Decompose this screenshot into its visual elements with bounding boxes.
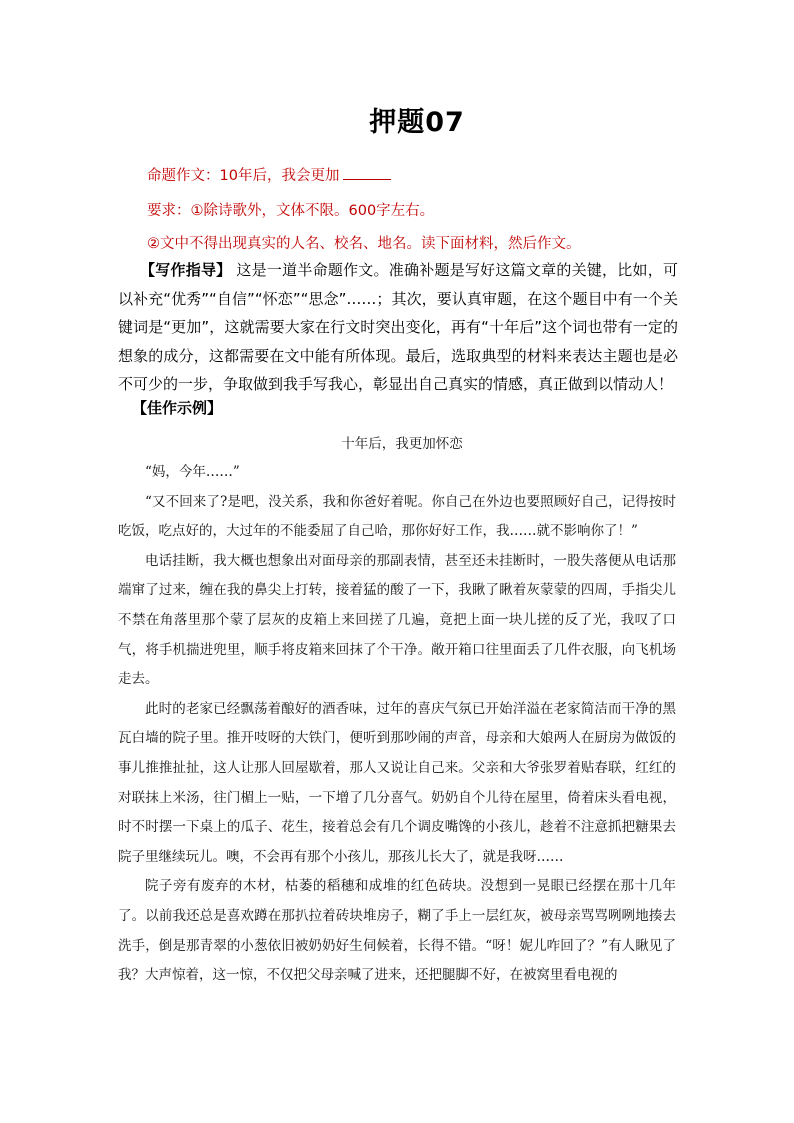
prompt-line [147,164,391,185]
prompt-label: 命题作文：10年后，我会更加 [147,168,340,184]
requirement-2: ②文中不得出现真实的人名、校名、地名。读下面材料，然后作文。 [147,236,581,252]
requirement-1: 要求：①除诗歌外，文体不限。600字左右。 [147,203,435,219]
guide-body: 这是一道半命题作文。准确补题是写好这篇文章的关键，比如，可以补充“优秀”“自信”“怀恋”“思念”……；其次，要认真审题，在这个题目中有一个关键词是“更加”，这就需要大家在行文时突出变化，再有“十年后”这个词也带有一定的想象的成分，这都需要在文中能有所体现。最后，选取典型的材料来表达主题也是必不可少的一步，争取做到我手写我心，彰显出自己真实的情感，真正做到以情动人！ [118,261,678,393]
sample-heading: 【佳作示例】 [132,399,223,417]
page-title: 押题07 [369,107,465,138]
essay-body [118,458,676,991]
essay-paragraph: “妈，今年……” [145,464,240,480]
essay-paragraph: 此时的老家已经飘荡着酿好的酒香味，过年的喜庆气氛已开始洋溢在老家简洁而干净的黑瓦白墙的院子里。推开吱呀的大铁门，便听到那吵闹的声音，母亲和大娘两人在厨房为做饭的事儿推推扯扯，这人让那人回屋歇着，那人又说让自己来。父亲和大爷张罗着贴春联，红红的对联抹上米汤，往门楣上一贴，一下增了几分喜气。奶奶自个儿待在屋里，倚着床头看电视，时不时摆一下桌上的瓜子、花生，接着总会有几个调皮嘴馋的小孩儿，趁着不注意抓把糖果去院子里继续玩儿。噢，不会再有那个小孩儿，那孩儿长大了，就是我呀…… [118,700,676,865]
essay-paragraph: 院子旁有废弃的木材，枯萎的稻穗和成堆的红色砖块。没想到一晃眼已经摆在那十几年了。以前我还总是喜欢蹲在那扒拉着砖块堆房子，糊了手上一层红灰，被母亲骂骂咧咧地揍去洗手，倒是那青翠的小葱依旧被奶奶好生伺候着，长得不错。“呀！妮儿咋回了？”有人瞅见了我？大声惊着，这一惊，不仅把父母亲喊了进来，还把腿脚不好，在被窝里看电视的 [118,878,676,984]
prompt-blank [343,165,391,180]
essay-title: 十年后，我更加怀恋 [341,436,463,452]
guide-heading: 【写作指导】 [140,261,232,279]
essay-paragraph: “又不回来了?是吧，没关系，我和你爸好着呢。你自己在外边也要照顾好自己，记得按时吃饭，吃点好的，大过年的不能委屈了自己哈，那你好好工作，我……就不影响你了！” [118,493,676,540]
essay-paragraph: 电话挂断，我大概也想象出对面母亲的那副表情，甚至还未挂断时，一股失落便从电话那端窜了过来，缠在我的鼻尖上打转，接着猛的酸了一下，我瞅了瞅着灰蒙蒙的四周，手指尖儿不禁在角落里那个蒙了层灰的皮箱上来回搓了几遍，竟把上面一块儿搓的反了光，我叹了口气，将手机揣进兜里，顺手将皮箱来回抹了个干净。敞开箱口往里面丢了几件衣服，向飞机场走去。 [118,552,676,688]
writing-guide [118,256,678,399]
